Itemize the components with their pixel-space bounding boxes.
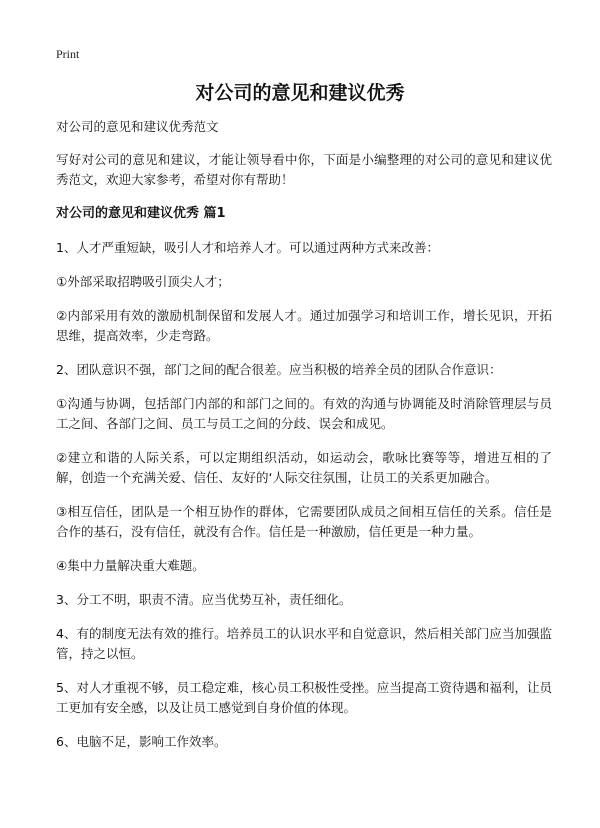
paragraph: ②建立和谐的人际关系，可以定期组织活动，如运动会，歌咏比赛等等，增进互相的了解，创造一个充满关爱、信任、友好的‘人际交往氛围，让员工的关系更加融合。: [56, 450, 552, 485]
paragraph: 4、有的制度无法有效的推行。培养员工的认识水平和自觉意识，然后相关部门应当加强监管，持之以恒。: [56, 626, 552, 661]
paragraph: 2、团队意识不强，部门之间的配合很差。应当积极的培养全员的团队合作意识：: [56, 362, 502, 377]
section-heading: 对公司的意见和建议优秀 篇1: [56, 206, 226, 221]
paragraph: ②内部采用有效的激励机制保留和发展人才。通过加强学习和培训工作，增长见识，开拓思维，提高效率，少走弯路。: [56, 308, 552, 343]
paragraph: 1、人才严重短缺，吸引人才和培养人才。可以通过两种方式来改善：: [56, 240, 439, 255]
intro-paragraph: 写好对公司的意见和建议，才能让领导看中你，下面是小编整理的对公司的意见和建议优秀范文，欢迎大家参考，希望对你有帮助！: [56, 152, 552, 187]
paragraph: ④集中力量解决重大难题。: [56, 558, 205, 573]
print-link[interactable]: Print: [56, 47, 80, 61]
paragraph: ①沟通与协调，包括部门内部的和部门之间的。有效的沟通与协调能及时消除管理层与员工之间、各部门之间、员工与员工之间的分歧、误会和成见。: [56, 396, 552, 431]
document-subtitle: 对公司的意见和建议优秀范文: [56, 119, 219, 134]
paragraph: 5、对人才重视不够，员工稳定难，核心员工积极性受挫。应当提高工资待遇和福利，让员工更加有安全感，以及让员工感觉到自身价值的体现。: [56, 680, 552, 715]
paragraph: 3、分工不明，职责不清。应当优势互补，责任细化。: [56, 592, 352, 607]
paragraph: ③相互信任，团队是一个相互协作的群体，它需要团队成员之间相互信任的关系。信任是合作的基石，没有信任，就没有合作。信任是一种激励，信任更是一种力量。: [56, 504, 552, 539]
paragraph: ①外部采取招聘吸引顶尖人才；: [56, 274, 230, 289]
paragraph: 6、电脑不足，影响工作效率。: [56, 734, 227, 749]
document-body: [56, 150, 552, 766]
page-title: 对公司的意见和建议优秀: [195, 82, 405, 104]
